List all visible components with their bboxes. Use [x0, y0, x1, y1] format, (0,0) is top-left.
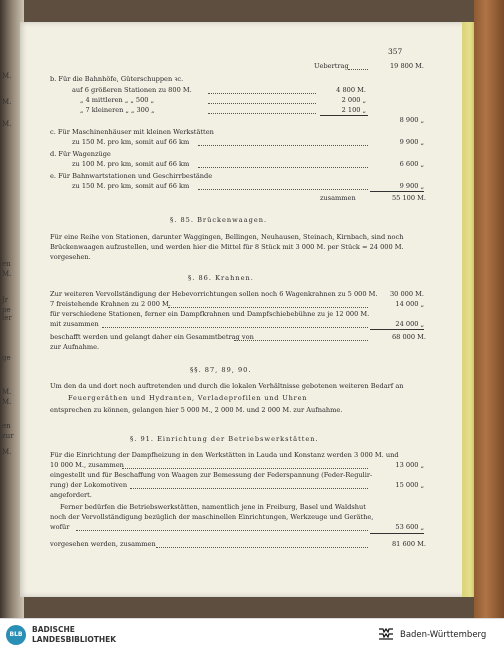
margin-fragment: en [2, 260, 11, 268]
state-name: Baden-Württemberg [400, 630, 487, 640]
item-c-line: zu 150 M. pro km, somit auf 66 km [72, 138, 190, 146]
section-87-text: Um den da und dort noch auftretenden und durch die lokalen Verhältnisse gebotenen weiteren Bedarf an [50, 382, 404, 390]
section-85-text: vorgesehen. [50, 253, 91, 261]
leader-dots [234, 333, 368, 341]
margin-fragment: M. [2, 120, 12, 128]
margin-fragment: M. [2, 72, 12, 80]
margin-fragment: M. [2, 270, 12, 278]
item-b-total: 8 900 „ [399, 116, 424, 124]
item-e-value: 9 900 „ [399, 182, 424, 190]
leader-dots [198, 138, 368, 146]
section-91-line: angefordert. [50, 491, 92, 499]
section-91-value: 15 000 „ [395, 481, 424, 489]
leader-dots [168, 300, 368, 308]
item-c-title: c. Für Maschinenhäuser mit kleinen Werkstätten [50, 128, 214, 136]
margin-fragment: M. [2, 448, 12, 456]
item-b-value: 4 800 M. [336, 86, 366, 94]
item-b-line: „ 7 kleineren „ „ 300 „ [80, 106, 155, 114]
section-87-heading: §§. 87, 89, 90. [190, 366, 252, 374]
section-91-heading: §. 91. Einrichtung der Betriebswerkstätten. [130, 435, 319, 443]
library-name: LANDESBIBLIOTHEK [32, 635, 117, 644]
sum-label: zusammen [320, 194, 356, 202]
section-91-value: 13 000 „ [395, 461, 424, 469]
library-name: BADISCHE [32, 625, 75, 634]
section-85-text: Brückenwaagen aufzustellen, und werden hier die Mittel für 8 Stück mit 3 000 M. per Stück = 24 000 M. [50, 243, 404, 251]
section-86-line: für verschiedene Stationen, ferner ein Dampfkrahnen und Dampfschiebebühne zu je 12 000 M. [50, 310, 370, 318]
margin-fragment: M. [2, 388, 12, 396]
section-86-value: 14 000 „ [395, 300, 424, 308]
bw-coat-of-arms-icon [378, 627, 394, 641]
book-page [20, 22, 468, 597]
item-b-value: 2 000 „ [341, 96, 366, 104]
page-number: 357 [388, 47, 403, 56]
margin-fragment: pe [2, 306, 11, 314]
sum-rule [320, 115, 368, 116]
carry-value: 19 800 M. [389, 62, 424, 70]
margin-fragment: Jr [2, 296, 9, 304]
leader-dots [198, 182, 368, 190]
item-d-value: 6 600 „ [399, 160, 424, 168]
blb-logo[interactable]: BLB [6, 625, 26, 645]
margin-fragment: en [2, 422, 11, 430]
sum-rule [370, 329, 424, 330]
leader-dots [122, 461, 368, 469]
book-cover-edge [474, 0, 504, 618]
section-86-line: 7 freistehende Krahnen zu 2 000 M. [50, 300, 171, 308]
section-87-text: Feuergeräthen und Hydranten, Verladeprofilen und Uhren [68, 394, 308, 402]
item-b-line: „ 4 mittleren „ „ 500 „ [80, 96, 154, 104]
section-91-line: rung) der Lokomotiven [50, 481, 128, 489]
section-85-text: Für eine Reihe von Stationen, darunter Waggingen, Bellingen, Neuhausen, Steinach, Kirnbach, sind noch [50, 233, 404, 241]
section-91-line: Ferner bedürfen die Betriebswerkstätten, namentlich jene in Freiburg, Basel und Waldshut [60, 503, 366, 511]
leader-dots [208, 86, 316, 94]
item-b-title: b. Für die Bahnhöfe, Güterschuppen ꝛc. [50, 75, 184, 83]
section-91-line: wofür [50, 523, 70, 531]
section-91-final-value: 81 600 M. [391, 540, 426, 548]
section-86-value: 30 000 M. [389, 290, 424, 298]
section-91-value: 53 600 „ [395, 523, 424, 531]
item-b-line: auf 6 größeren Stationen zu 800 M. [72, 86, 192, 94]
section-91-line: Für die Einrichtung der Dampfheizung in den Werkstätten in Lauda und Konstanz werden 3 000 M. und [50, 451, 399, 459]
margin-fragment: ler [2, 314, 12, 322]
section-86-total-line: beschafft werden und gelangt daher ein Gesammtbetrag von [50, 333, 254, 341]
leader-dots [130, 481, 368, 489]
item-d-title: d. Für Wagenzüge [50, 150, 111, 158]
margin-fragment: M. [2, 398, 12, 406]
sum-value: 55 100 M. [391, 194, 426, 202]
section-85-heading: §. 85. Brückenwaagen. [170, 216, 268, 224]
section-91-final-line: vorgesehen werden, zusammen [50, 540, 156, 548]
section-86-value: 24 000 „ [395, 320, 424, 328]
leader-dots [102, 320, 368, 328]
section-87-text: entsprechen zu können, gelangen hier 5 000 M., 2 000 M. und 2 000 M. zur Aufnahme. [50, 406, 343, 414]
section-91-line: 10 000 M., zusammen [50, 461, 124, 469]
sum-rule [370, 191, 424, 192]
item-e-line: zu 150 M. pro km, somit auf 66 km [72, 182, 190, 190]
item-c-value: 9 900 „ [399, 138, 424, 146]
section-86-heading: §. 86. Krahnen. [188, 274, 254, 282]
sum-rule [370, 533, 424, 534]
item-d-line: zu 100 M. pro km, somit auf 66 km [72, 160, 190, 168]
section-86-line: mit zusammen [50, 320, 99, 328]
leader-dots [76, 523, 368, 531]
item-b-value: 2 100 „ [341, 106, 366, 114]
leader-dots [348, 62, 368, 70]
margin-fragment: M. [2, 98, 12, 106]
leader-dots [156, 540, 368, 548]
footer-bar [0, 618, 504, 648]
section-91-line: eingestellt und für Beschaffung von Waagen zur Bemessung der Federspannung (Feder-Regulir- [50, 471, 373, 479]
previous-page-fragments [0, 24, 20, 584]
carry-label: Uebertrag [314, 62, 349, 70]
leader-dots [208, 96, 316, 104]
margin-fragment: ge [2, 354, 11, 362]
section-86-after: zur Aufnahme. [50, 343, 100, 351]
leader-dots [198, 160, 368, 168]
section-86-line: Zur weiteren Vervollständigung der Hebevorrichtungen sollen noch 6 Wagenkrahnen zu 5 000 M. [50, 290, 378, 298]
section-86-total-value: 68 000 M. [391, 333, 426, 341]
margin-fragment: zur [2, 432, 14, 440]
item-e-title: e. Für Bahnwartstationen und Geschirrbestände [50, 172, 213, 180]
section-91-line: noch der Vervollständigung bezüglich der maschinellen Einrichtungen, Werkzeuge und Geräthe, [50, 513, 374, 521]
leader-dots [208, 106, 316, 114]
